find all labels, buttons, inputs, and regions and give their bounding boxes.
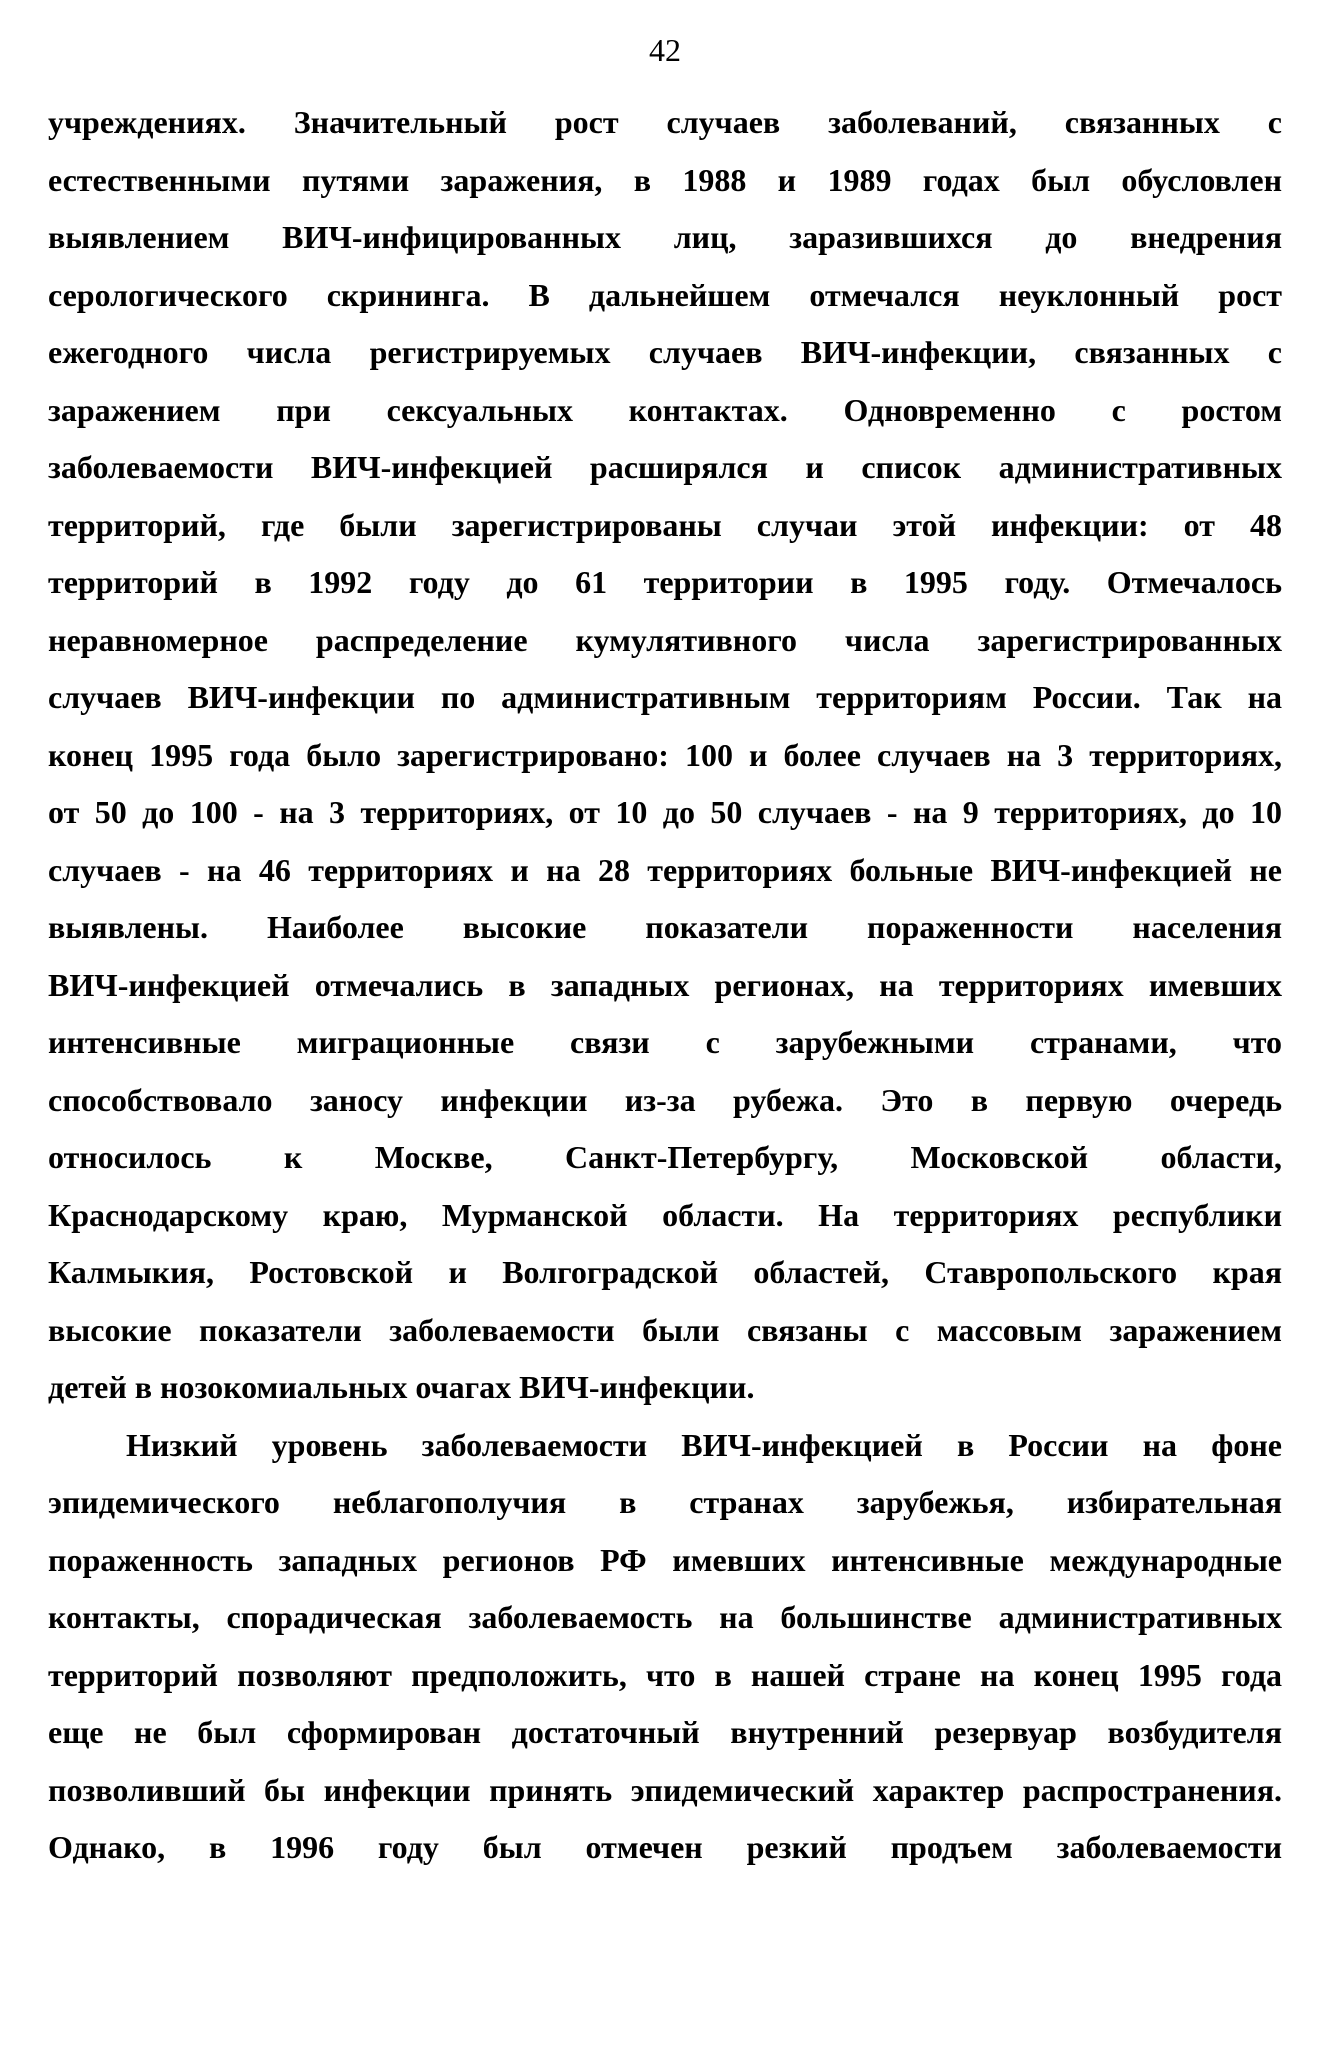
text-line: территорий, где были зарегистрированы случаи этой инфекции: от 48 bbox=[48, 506, 1282, 543]
text-line: случаев ВИЧ-инфекции по административным территориям России. Так на bbox=[48, 679, 1282, 715]
text-line: учреждениях. Значительный рост случаев заболеваний, связанных с bbox=[48, 104, 1282, 140]
text-line: конец 1995 года было зарегистрировано: 100 и более случаев на 3 территориях, bbox=[48, 736, 1282, 773]
text-line: заболеваемости ВИЧ-инфекцией расширялся и список административных bbox=[48, 449, 1282, 485]
text-line: Краснодарскому краю, Мурманской области. На территориях республики bbox=[48, 1196, 1282, 1233]
text-line: детей в нозокомиальных очагах ВИЧ-инфекции. bbox=[48, 1369, 755, 1405]
text-line: случаев - на 46 территориях и на 28 территориях больные ВИЧ-инфекцией не bbox=[48, 851, 1282, 888]
text-line: ВИЧ-инфекцией отмечались в западных регионах, на территориях имевших bbox=[48, 966, 1282, 1003]
paragraph-2 bbox=[48, 1417, 1282, 1877]
text-line: неравномерное распределение кумулятивного числа зарегистрированных bbox=[48, 621, 1282, 658]
page-number: 42 bbox=[649, 32, 681, 68]
text-line: пораженность западных регионов РФ имевших интенсивные международные bbox=[48, 1541, 1282, 1578]
text-line: Однако, в 1996 году был отмечен резкий продъем заболеваемости bbox=[48, 1829, 1282, 1865]
page-body bbox=[48, 94, 1282, 1877]
text-line: территорий в 1992 году до 61 территории в 1995 году. Отмечалось bbox=[48, 564, 1282, 600]
paragraph-1 bbox=[48, 94, 1282, 1417]
text-line: контакты, спорадическая заболеваемость на большинстве административных bbox=[48, 1599, 1282, 1635]
text-line: от 50 до 100 - на 3 территориях, от 10 до 50 случаев - на 9 территориях, до 10 bbox=[48, 794, 1282, 830]
text-line: эпидемического неблагополучия в странах зарубежья, избирательная bbox=[48, 1484, 1282, 1520]
text-line: ежегодного числа регистрируемых случаев ВИЧ-инфекции, связанных с bbox=[48, 334, 1282, 370]
text-line: интенсивные миграционные связи с зарубежными странами, что bbox=[48, 1024, 1282, 1060]
text-line: высокие показатели заболеваемости были связаны с массовым заражением bbox=[48, 1311, 1282, 1348]
text-line: еще не был сформирован достаточный внутренний резервуар возбудителя bbox=[48, 1714, 1282, 1750]
text-line: позволивший бы инфекции принять эпидемический характер распространения. bbox=[48, 1771, 1282, 1808]
text-line: Калмыкия, Ростовской и Волгоградской областей, Ставропольского края bbox=[48, 1254, 1282, 1290]
text-line: заражением при сексуальных контактах. Одновременно с ростом bbox=[48, 391, 1282, 428]
text-line: относилось к Москве, Санкт-Петербургу, Московской области, bbox=[48, 1139, 1282, 1175]
text-line: выявлением ВИЧ-инфицированных лиц, заразившихся до внедрения bbox=[48, 219, 1282, 255]
text-line: выявлены. Наиболее высокие показатели пораженности населения bbox=[48, 909, 1282, 945]
text-line: естественными путями заражения, в 1988 и 1989 годах был обусловлен bbox=[48, 161, 1282, 198]
text-line: способствовало заносу инфекции из-за рубежа. Это в первую очередь bbox=[48, 1081, 1282, 1118]
text-line: территорий позволяют предположить, что в нашей стране на конец 1995 года bbox=[48, 1656, 1282, 1693]
text-line: серологического скрининга. В дальнейшем отмечался неуклонный рост bbox=[48, 276, 1282, 313]
text-line: Низкий уровень заболеваемости ВИЧ-инфекцией в России на фоне bbox=[126, 1426, 1282, 1463]
